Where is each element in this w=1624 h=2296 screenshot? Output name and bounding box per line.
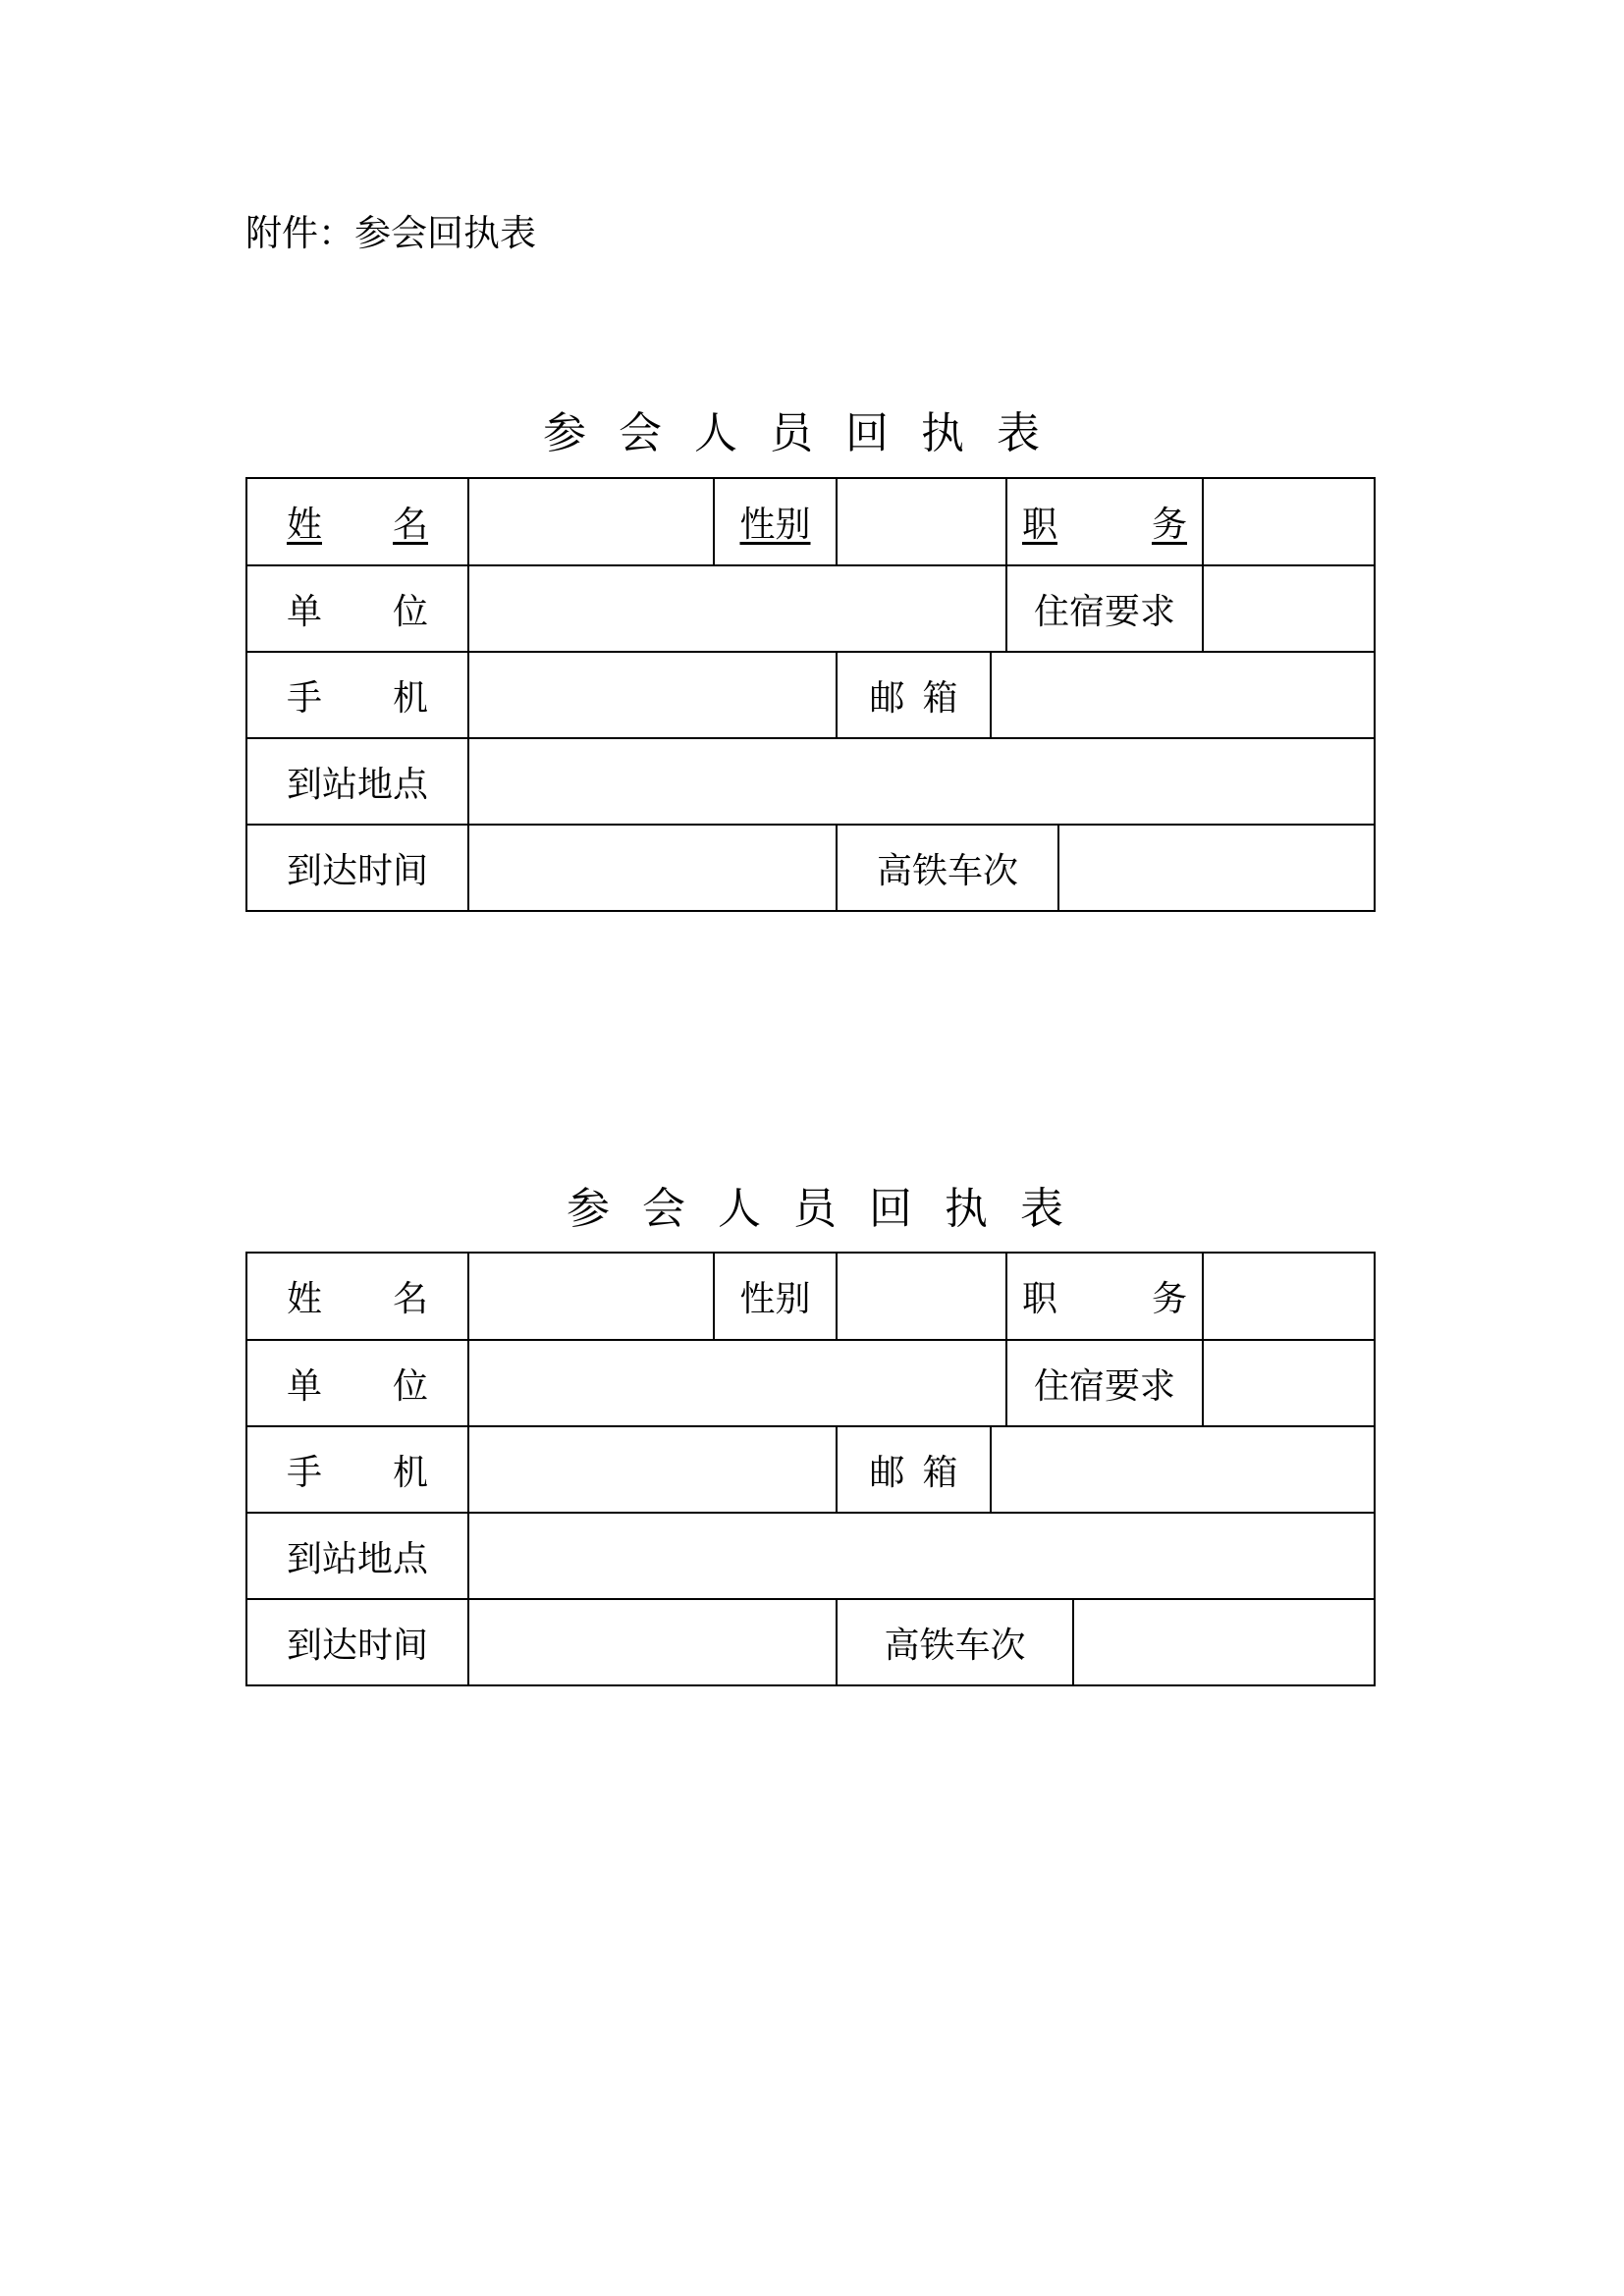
unit-field[interactable] [467, 1339, 1007, 1427]
unit-field[interactable] [467, 564, 1007, 653]
station-field[interactable] [467, 1512, 1376, 1600]
title-char: 参 [567, 1184, 610, 1234]
train-no-field[interactable] [1057, 824, 1376, 912]
title-char: 员 [770, 408, 813, 458]
form-2-title [567, 1182, 1096, 1237]
train-no-field[interactable] [1072, 1598, 1376, 1686]
position-label: 职 务 [1005, 477, 1204, 566]
phone-field[interactable] [467, 651, 838, 739]
form-1-title [543, 406, 1072, 461]
position-field[interactable] [1202, 1252, 1376, 1341]
train-no-label: 高铁车次 [836, 824, 1059, 912]
title-char: 回 [845, 408, 889, 458]
phone-label: 手 机 [245, 1425, 469, 1514]
title-char: 表 [1020, 1184, 1063, 1234]
email-label: 邮 箱 [836, 651, 992, 739]
position-label: 职 务 [1005, 1252, 1204, 1341]
title-char: 人 [694, 408, 737, 458]
gender-label: 性别 [713, 1252, 838, 1341]
title-char: 会 [619, 408, 662, 458]
station-field[interactable] [467, 737, 1376, 826]
arrival-time-label: 到达时间 [245, 1598, 469, 1686]
email-field[interactable] [990, 651, 1376, 739]
title-char: 会 [642, 1184, 685, 1234]
title-char: 人 [718, 1184, 761, 1234]
train-no-label: 高铁车次 [836, 1598, 1074, 1686]
email-field[interactable] [990, 1425, 1376, 1514]
name-field[interactable] [467, 477, 715, 566]
email-label: 邮 箱 [836, 1425, 992, 1514]
station-label: 到站地点 [245, 1512, 469, 1600]
name-label: 姓 名 [245, 477, 469, 566]
title-char: 表 [997, 408, 1040, 458]
title-char: 执 [945, 1184, 988, 1234]
title-char: 员 [793, 1184, 837, 1234]
lodging-field[interactable] [1202, 1339, 1376, 1427]
unit-label: 单 位 [245, 1339, 469, 1427]
lodging-label: 住宿要求 [1005, 1339, 1204, 1427]
gender-field[interactable] [836, 477, 1007, 566]
phone-label: 手 机 [245, 651, 469, 739]
position-field[interactable] [1202, 477, 1376, 566]
station-label: 到站地点 [245, 737, 469, 826]
lodging-field[interactable] [1202, 564, 1376, 653]
title-char: 执 [921, 408, 964, 458]
attachment-heading: 附件：参会回执表 [245, 212, 536, 254]
phone-field[interactable] [467, 1425, 838, 1514]
name-field[interactable] [467, 1252, 715, 1341]
arrival-time-field[interactable] [467, 824, 838, 912]
name-label: 姓 名 [245, 1252, 469, 1341]
gender-field[interactable] [836, 1252, 1007, 1341]
gender-label: 性别 [713, 477, 838, 566]
title-char: 参 [543, 408, 586, 458]
lodging-label: 住宿要求 [1005, 564, 1204, 653]
title-char: 回 [869, 1184, 912, 1234]
arrival-time-label: 到达时间 [245, 824, 469, 912]
arrival-time-field[interactable] [467, 1598, 838, 1686]
unit-label: 单 位 [245, 564, 469, 653]
